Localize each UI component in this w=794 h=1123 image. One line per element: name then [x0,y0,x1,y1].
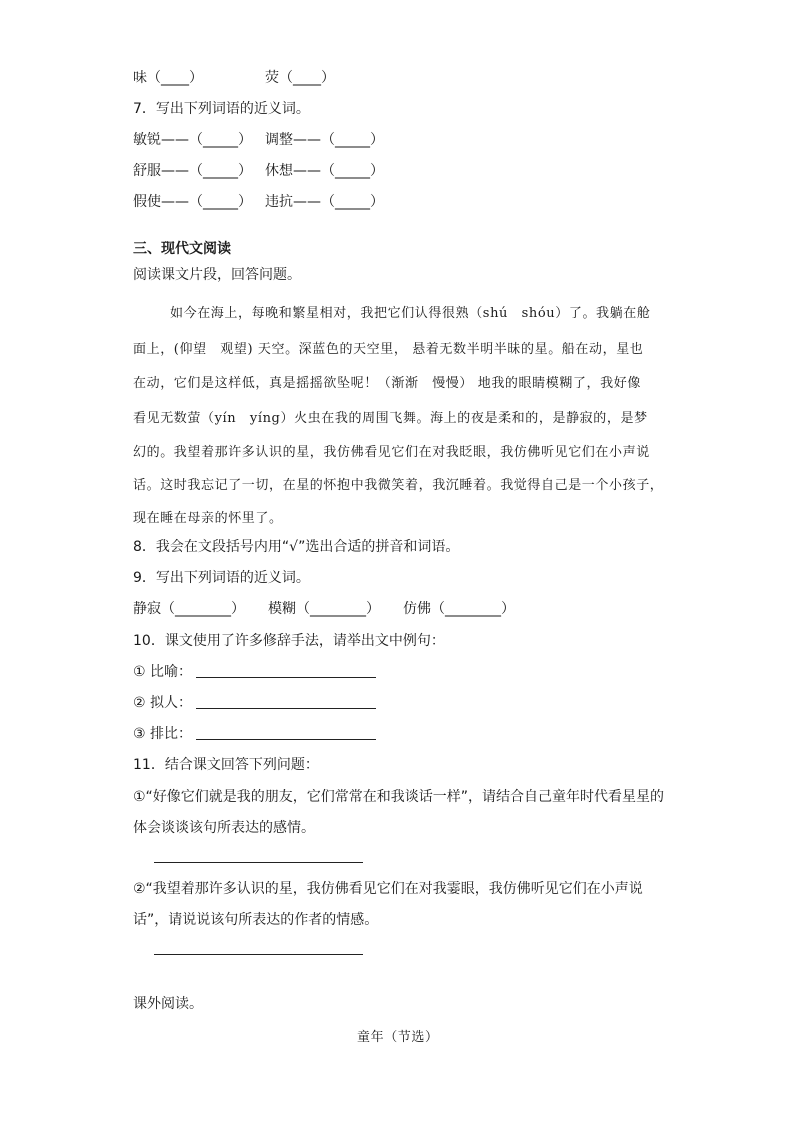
question-11-title: 11．结合课文回答下列问题： [133,757,319,773]
answer-item-wei: 味（____） [133,70,203,86]
synonym-item: 违抗——（_____） [265,194,384,210]
answer-line[interactable] [196,708,376,709]
passage-line: 在动，它们是这样低，真是摇摇欲坠呢！（渐渐 慢慢） 地我的眼睛模糊了，我好像 [133,376,641,391]
question-7-title: 7．写出下列词语的近义词。 [133,101,310,117]
answer-item-ying: 荧（____） [265,70,335,86]
answer-line[interactable] [196,739,376,740]
question-11-part1: 体会谈谈该句所表达的感情。 [133,820,315,836]
passage-line: 现在睡在母亲的怀里了。 [133,511,283,526]
section-heading: 三、现代文阅读 [133,241,231,257]
extra-reading-label: 课外阅读。 [133,996,203,1012]
extra-reading-title: 童年（节选） [357,1030,439,1045]
synonym-item: 舒服——（_____） [133,163,252,179]
passage-line: 看见无数萤（yín yíng）火虫在我的周围飞舞。海上的夜是柔和的，是静寂的，是梦 [133,411,648,426]
synonym-item: 模糊（________） [268,601,380,617]
passage-line: 如今在海上，每晚和繁星相对，我把它们认得很熟（shú shóu）了。我躺在舱 [170,306,651,321]
rhetoric-label-parallelism: ③ 排比： [133,726,193,742]
question-11-part2: 话”，请说说该句所表达的作者的情感。 [133,912,379,928]
answer-line[interactable] [154,954,363,955]
synonym-item: 仿佛（________） [403,601,515,617]
synonym-item: 休想——（_____） [265,163,384,179]
rhetoric-label-metaphor: ① 比喻： [133,664,193,680]
rhetoric-label-personification: ② 拟人： [133,695,193,711]
passage-line: 话。这时我忘记了一切，在星的怀抱中我微笑着，我沉睡着。我觉得自己是一个小孩子， [133,478,664,493]
answer-line[interactable] [154,862,363,863]
question-10-title: 10．课文使用了许多修辞手法，请举出文中例句： [133,633,445,649]
synonym-item: 敏锐——（_____） [133,132,252,148]
question-8: 8．我会在文段括号内用“√”选出合适的拼音和词语。 [133,539,460,555]
answer-line[interactable] [196,677,376,678]
passage-line: 面上，(仰望 观望) 天空。深蓝色的天空里， 悬着无数半明半昧的星。船在动，星也 [133,342,644,357]
synonym-item: 假使——（_____） [133,194,252,210]
question-11-part1: ①“好像它们就是我的朋友，它们常常在和我谈话一样”，请结合自己童年时代看星星的 [133,789,665,805]
synonym-item: 调整——（_____） [265,132,384,148]
question-9-title: 9．写出下列词语的近义词。 [133,570,310,586]
section-intro: 阅读课文片段，回答问题。 [133,267,301,283]
passage-line: 幻的。我望着那许多认识的星，我仿佛看见它们在对我眨眼，我仿佛听见它们在小声说 [133,445,650,460]
question-11-part2: ②“我望着那许多认识的星，我仿佛看见它们在对我霎眼，我仿佛听见它们在小声说 [133,881,643,897]
synonym-item: 静寂（________） [133,601,245,617]
